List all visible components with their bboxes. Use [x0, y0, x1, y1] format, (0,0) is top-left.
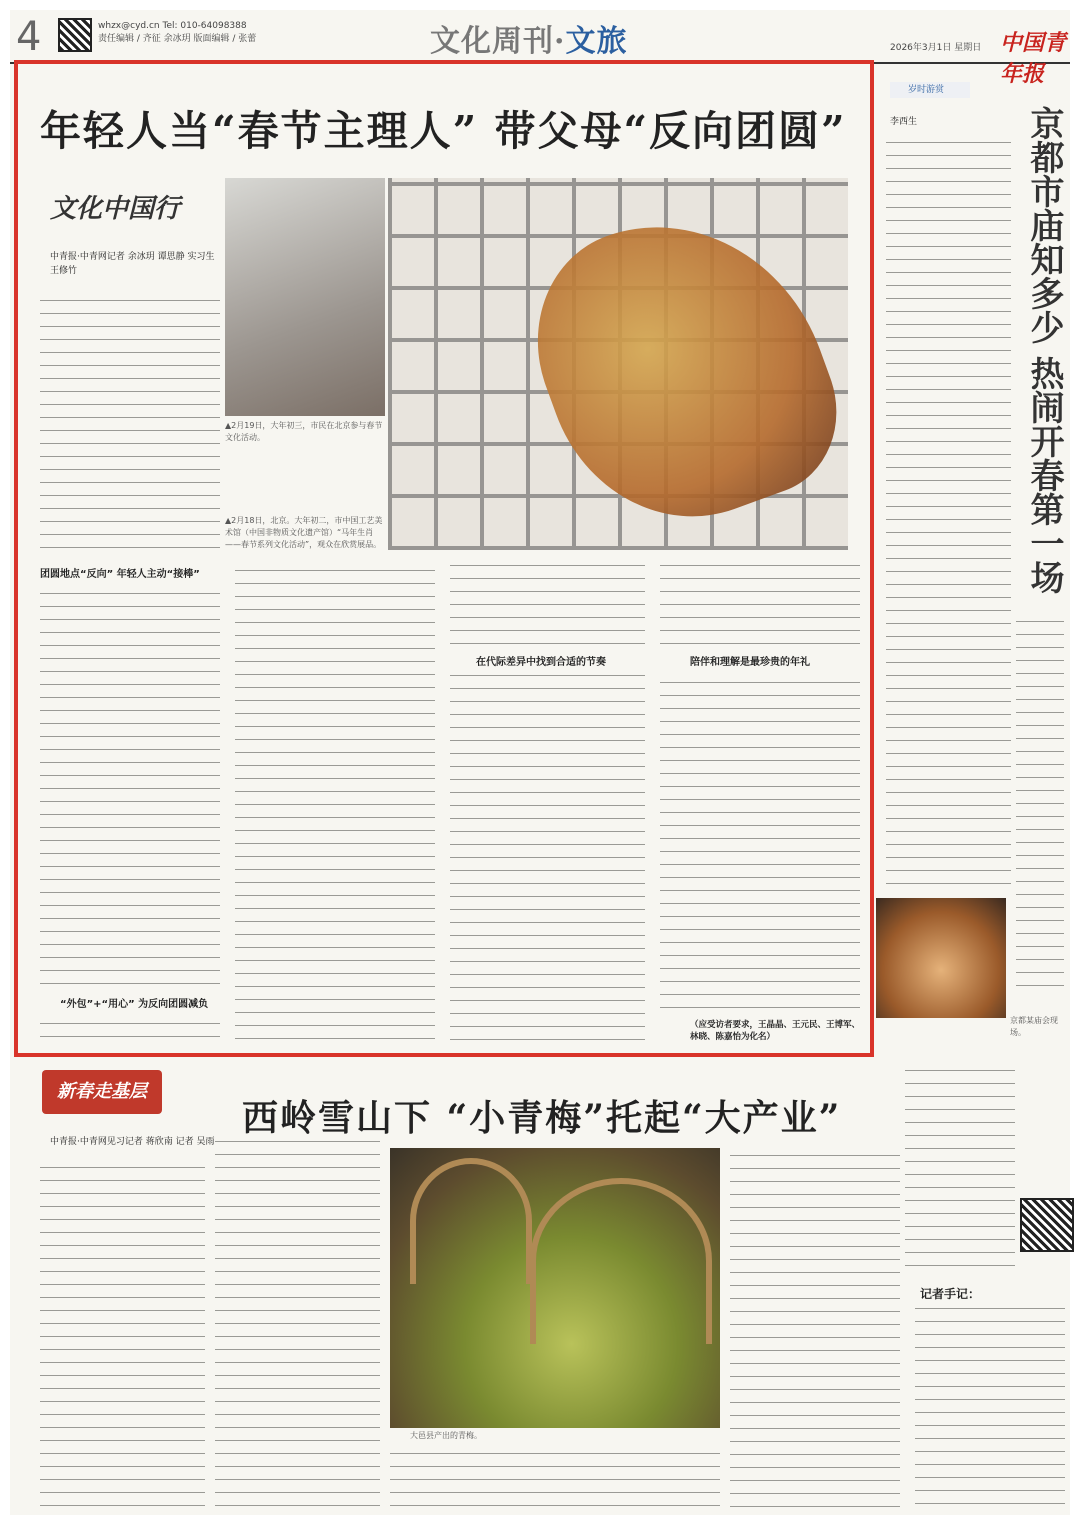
family-photo — [225, 178, 385, 416]
text-column — [235, 558, 435, 1043]
bottom-byline: 中青报·中青网见习记者 蒋欣南 记者 吴雨 — [50, 1137, 215, 1147]
editor-line: 责任编辑 / 齐征 余冰玥 版面编辑 / 张蕾 — [98, 34, 257, 44]
page-header — [10, 10, 1070, 87]
column-logo: 文化中国行 — [50, 194, 181, 224]
text-column — [450, 558, 645, 648]
qr-code-icon — [58, 18, 92, 52]
text-column — [915, 1308, 1065, 1508]
text-column — [905, 1060, 1015, 1270]
text-column — [40, 1013, 220, 1041]
basket-handle — [410, 1158, 532, 1284]
top-headline: 年轻人当“春节主理人” 带父母“反向团圆” — [40, 107, 847, 155]
newspaper-page — [10, 10, 1070, 1515]
side-author: 李西生 — [890, 117, 918, 127]
section-prefix: 文化周刊· — [430, 24, 566, 59]
editor-info — [98, 20, 256, 46]
bottom-headline: 西岭雪山下 “小青梅”托起“大产业” — [242, 1097, 842, 1139]
name-note: （应受访者要求，王晶晶、王元民、王博军、林晓、陈嘉怡为化名） — [690, 1020, 861, 1042]
text-column — [886, 138, 1011, 888]
section-title — [430, 16, 627, 60]
top-byline: 中青报·中青网记者 余冰玥 谭思静 实习生 王修竹 — [50, 252, 215, 276]
side-photo-caption: 京都某庙会现场。 — [1010, 1016, 1058, 1037]
text-column — [215, 1140, 380, 1510]
text-column — [660, 558, 860, 648]
page-number: 4 — [16, 14, 42, 60]
text-column — [40, 588, 220, 988]
text-column — [390, 1450, 720, 1510]
text-column — [40, 1160, 205, 1510]
text-column — [450, 672, 645, 1044]
text-column — [40, 290, 220, 552]
masthead-logo: 中国青年报 — [1000, 30, 1067, 87]
side-title: 京都市庙知多少 热闹开春第一场 — [1024, 106, 1064, 594]
text-column — [1016, 610, 1064, 990]
subhead-3: 在代际差异中找到合适的节奏 — [476, 657, 606, 668]
text-column — [660, 672, 860, 1012]
kite-exhibit-photo — [388, 178, 848, 550]
subhead-2: “外包”+“用心” 为反向团圆减负 — [60, 999, 209, 1010]
side-column-tag: 岁时游赏 — [890, 82, 970, 98]
bottom-photo-caption: 大邑县产出的青梅。 — [410, 1431, 482, 1440]
issue-date: 2026年3月1日 星期日 — [890, 43, 982, 53]
temple-fair-photo — [876, 898, 1006, 1018]
contact-line: whzx@cyd.cn Tel: 010-64098388 — [98, 21, 247, 31]
subhead-1: 团圆地点“反向” 年轻人主动“接棒” — [40, 569, 200, 580]
plum-basket-photo — [390, 1148, 720, 1428]
qr-code-icon — [1020, 1198, 1074, 1252]
photo-caption-1: ▲2月19日，大年初三，市民在北京参与春节文化活动。 — [225, 421, 383, 442]
subhead-4: 陪伴和理解是最珍贵的年礼 — [690, 657, 810, 668]
photo-caption-2: ▲2月18日，北京。大年初二，市中国工艺美术馆（中国非物质文化遗产馆）“马年生肖——春节系列文化活动”，观众在欣赏展品。 — [225, 516, 383, 549]
section-name: 文旅 — [565, 24, 628, 59]
reporter-note-title: 记者手记： — [920, 1287, 981, 1301]
basket-handle — [530, 1178, 712, 1344]
text-column — [730, 1146, 900, 1511]
column-logo-2: 新春走基层 — [42, 1070, 162, 1114]
